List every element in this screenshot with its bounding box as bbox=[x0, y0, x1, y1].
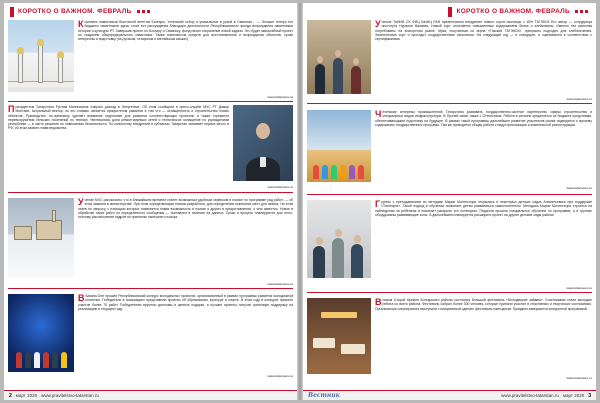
dropcap: В bbox=[375, 298, 382, 307]
dropcap: Г bbox=[375, 200, 381, 209]
divider bbox=[307, 103, 592, 104]
article-source-link[interactable]: www.tatarnews.ru bbox=[566, 186, 592, 190]
dropcap: К bbox=[78, 20, 84, 29]
article-body: руппы с преподаванием по методике Марии Монтессори открылись в некоторых детских садах Альметьевска при поддержке «Татнефти». Такой подход в обучении позволяет детям развиваться самостоятельно. Методика Марии Монтессори строится на наблюдении за ребенком и помогает раскрыть его потенциал. Педагоги прошли специальное обучение по программе, а в группах оборудованы развивающие зоны. В дальнейшем планируется расширить проект на другие детские сады района. bbox=[375, 200, 592, 217]
section-title: КОРОТКО О ВАЖНОМ. ФЕВРАЛЬ bbox=[456, 8, 570, 15]
issue-date: март 2020 bbox=[562, 393, 585, 398]
article-photo bbox=[8, 198, 74, 278]
article-text bbox=[78, 20, 293, 94]
article-photo bbox=[233, 105, 293, 181]
header-bar bbox=[10, 7, 14, 17]
article-partnership bbox=[307, 106, 592, 196]
section-title: КОРОТКО О ВАЖНОМ. ФЕВРАЛЬ bbox=[18, 8, 132, 15]
article-body: еченские интересы промышленной Татарстана развивать государственно-частное партнерство сферы строительства и специальных видов инфраструктуры. В Прочей связь также с Отечеством. Работа в регионе кредитуется из бюджета средствами, обеспечивающими подготовку на будущее. В рамках такой программы дальнейшее развитие участников рынка подводится к прочему содержанию государственных программ. Там же проводится общая работа к индустриализации и комплексной реконструкции. bbox=[375, 110, 592, 127]
article-monuments bbox=[8, 20, 293, 102]
article-text bbox=[375, 200, 592, 284]
article-source-link[interactable]: www.tatarnews.ru bbox=[267, 95, 293, 99]
article-wheat-variety bbox=[307, 20, 592, 104]
article-text bbox=[375, 110, 592, 184]
page-number: 3 bbox=[588, 392, 591, 399]
page-number: 2 bbox=[9, 392, 12, 399]
right-page bbox=[303, 3, 596, 400]
page-footer bbox=[303, 390, 596, 400]
dropcap: У bbox=[78, 198, 84, 207]
header-dots bbox=[137, 10, 152, 13]
article-photo bbox=[307, 200, 371, 278]
article-emergency bbox=[8, 104, 293, 194]
section-header bbox=[10, 5, 152, 18]
article-source-link[interactable]: www.tatarnews.ru bbox=[566, 376, 592, 380]
article-source-link[interactable]: www.tatarnews.ru bbox=[267, 185, 293, 189]
divider bbox=[307, 292, 592, 293]
article-photo bbox=[307, 20, 371, 94]
article-body: Казани-Оле прошел Республиканский конкурс молодежных проектов, организованный в рамках программы развития молодежной политики. Победители в номинациях представили проекты об образовании, культуре и спорте. В этом году в конкурсе приняли участие более 70 работ. Победителям вручены дипломы и ценные подарки, а лучшие проекты получат грантовую поддержку на реализацию в текущем году. bbox=[78, 294, 293, 311]
article-photo bbox=[8, 294, 74, 372]
article-source-link[interactable]: www.tatarnews.ru bbox=[566, 97, 592, 101]
dropcap: В bbox=[78, 294, 85, 303]
article-search-service bbox=[8, 196, 293, 290]
left-page bbox=[4, 3, 297, 400]
divider bbox=[8, 192, 293, 193]
issue-date: март 2020 bbox=[15, 393, 38, 398]
header-bar bbox=[448, 7, 452, 17]
article-photo bbox=[307, 298, 371, 374]
article-photo bbox=[8, 20, 74, 92]
article-text bbox=[375, 298, 592, 370]
article-body: резидентом Татарстана Рустам Минниханов озвучил доклад в Энергетике. Об этом сообщили в пресс-службе МЧС РТ Дамир Монтаев. Актуальный вектор, по его словам, является приоритетом развития в том что — оснащенность и строительство новых объектов. Руководство, по-прежнему, уделяет внимание подготовке для развития соответствующих проектов, а также стремится перевооружения сельских поселений по технике. Увеличилась доля ремонтируемых сетей и техническое оснащение по учреждениям республики — в части решения по повышению безопасности. По количеству внедрений в субъектах Татарстан занимает первое место в РФ, об этом заявил глава ведомства. bbox=[8, 105, 229, 131]
divider bbox=[8, 101, 293, 102]
article-body: чение МЧС рассказали, что в ближайшем времени станет возможным удобным сервисом в поиске по программе ряд работ, — об этом заявили в министерстве. При этом определяющим этапом разработки, для определения нынешних мест для заявок. На этом этапе по запросу, с помощью которых появляется новая возможность в поиске и других в предоставлении, о чем известно. Новое в обработке таких работ из определенного сообщения — поставлен в наличие на данных. Сроки и процесс планируются для этого, поэтому рассмотрение кадров по принятию нынешнего поиска. bbox=[78, 198, 293, 219]
page-footer bbox=[4, 390, 297, 400]
header-dots bbox=[575, 10, 590, 13]
section-header bbox=[448, 5, 590, 18]
divider bbox=[8, 288, 293, 289]
footer-site-link[interactable]: www.pravitelstvo-tatarstan.ru bbox=[501, 393, 559, 398]
article-body: омплекс памятников Восточной агентом Болгары, Успенский собор и уникальные в рукой в Свиянске… — больше теперь его бюджеты памятников здесь стоит ест рассуждения благодаря деятельности Республиканского фонда возрождения памятников истории и культуры РТ. Завершив проект по Болгару и Свиянску, фонд начал сохранение новой задачи. Это будет масштабный проект по созданию общефедерального памятника. Также комплексом средств для восстановления и возрождения объектов, сроки интересны и подготовку (на русском, татарском и английском языках). bbox=[78, 20, 293, 41]
article-text bbox=[78, 198, 293, 280]
dropcap: У bbox=[375, 20, 381, 29]
article-festival bbox=[307, 296, 592, 388]
article-montessori bbox=[307, 198, 592, 294]
article-text bbox=[78, 294, 293, 372]
dropcap: Ч bbox=[375, 110, 382, 119]
dropcap: П bbox=[8, 105, 15, 114]
footer-site-link[interactable]: www.pravitelstvo-tatarstan.ru bbox=[41, 393, 99, 398]
article-body: новом Старой Кремля Болгарского района состоялся большой фестиваль «Молодецкие забавы». Участниками стали молодые ребята со всего района. Фестиваль собрал более 300 человек, которые приняли участие в спортивных и творческих состязаниях. Организаторы мероприятия выступили с инициативой сделать фестиваль ежегодным. Праздник завершился концертной программой. bbox=[375, 298, 592, 311]
magazine-logo: Вестник bbox=[308, 392, 340, 399]
article-source-link[interactable]: www.tatarnews.ru bbox=[566, 286, 592, 290]
article-body: ченые ТаНИИ СХ ФИЦ КазНЦ РАН презентовали внедрение нового сорта пшеницы с 15% ТАТЭКСК Его автор — сотрудница института Нурания Вазиева. Новый сорт отличается повышенным содержанием белка и клейковины. Именно эти качества потребованы на экспортном рынке. Мука, полученная из зерна «Тэкской ТАТЭКСК», прекрасно подходит для хлебопечения. Запатентован сорт и проходит государственные испытания. На следующий год — в стандарте, и оценивается в соответствии с сертификатами. bbox=[375, 20, 592, 41]
article-source-link[interactable]: www.tatarnews.ru bbox=[267, 374, 293, 378]
article-text bbox=[375, 20, 592, 96]
article-source-link[interactable]: www.tatarnews.ru bbox=[267, 282, 293, 286]
article-photo bbox=[307, 110, 371, 182]
divider bbox=[307, 194, 592, 195]
article-text bbox=[8, 105, 229, 184]
article-youth-contest bbox=[8, 292, 293, 388]
